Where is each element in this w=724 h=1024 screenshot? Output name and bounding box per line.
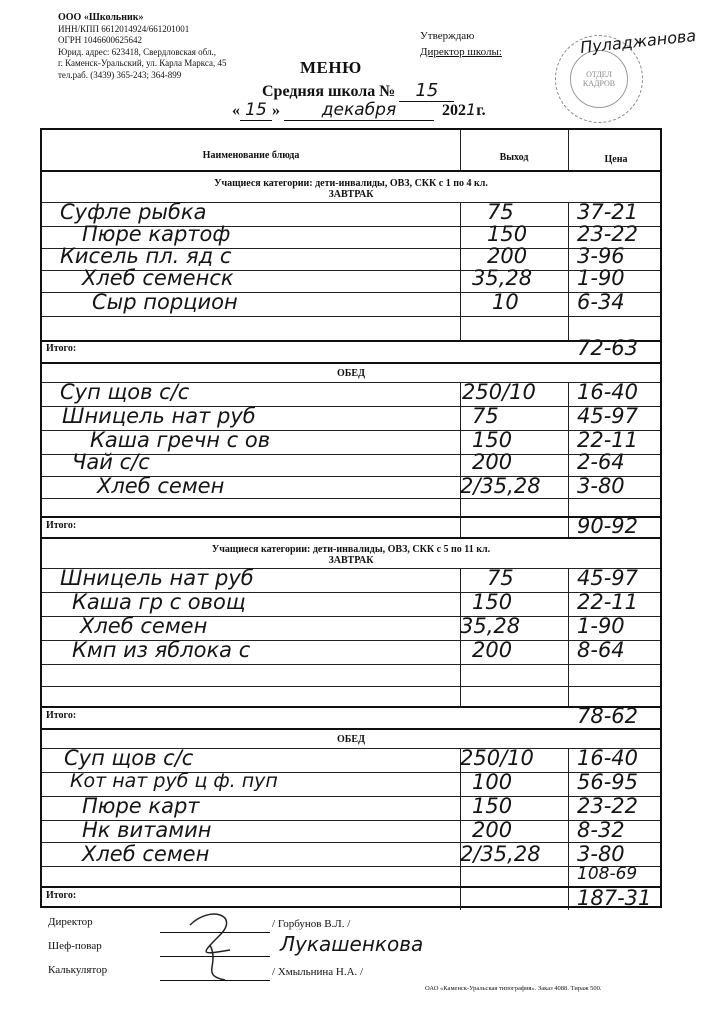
school-line	[262, 80, 454, 102]
s4-row-1-price: 16-40	[577, 746, 639, 770]
col-price-header: Цена	[604, 154, 628, 165]
director-signature: Пуладжанова	[579, 25, 697, 58]
s4-row-4-price: 8-32	[577, 818, 625, 842]
approval-block	[420, 28, 502, 60]
s2-row-5-output: 2/35,28	[460, 474, 541, 498]
section-3-total: 78-62	[577, 704, 639, 728]
page-title: МЕНЮ	[300, 58, 362, 77]
section-1-category: Учащиеся категории: дети-инвалиды, ОВЗ, СКК с 1 по 4 кл.	[214, 178, 488, 189]
s3-row-2-price: 22-11	[577, 590, 639, 614]
section-2-total-label: Итого:	[46, 520, 77, 531]
s3-row-4-name: Кмп из яблока с	[72, 638, 251, 662]
s2-row-1-name: Суп щов с/с	[60, 380, 190, 404]
s2-row-1-price: 16-40	[577, 380, 639, 404]
section-1-meal: ЗАВТРАК	[328, 189, 374, 200]
s1-row-3-price: 3-96	[577, 244, 625, 268]
section-3-meal: ЗАВТРАК	[328, 555, 374, 566]
s2-row-5-name: Хлеб семен	[97, 474, 225, 498]
section-3-category: Учащиеся категории: дети-инвалиды, ОВЗ, СКК с 5 по 11 кл.	[211, 544, 491, 555]
section-4-meal: ОБЕД	[337, 734, 365, 745]
s4-row-5-price: 3-80	[577, 842, 625, 866]
s3-row-2-output: 150	[472, 590, 513, 614]
s2-row-4-output: 200	[472, 450, 513, 474]
s4-row-2-name: Кот нат руб ц ф. пуп	[70, 770, 278, 792]
chef-signature-line	[160, 956, 270, 957]
footer-director-name: / Горбунов В.Л. /	[272, 918, 351, 930]
s1-row-2-price: 23-22	[577, 222, 639, 246]
calc-name: Хмыльнина Н.А.	[277, 966, 358, 978]
s3-row-3-name: Хлеб семен	[80, 614, 208, 638]
s1-row-1-output: 75	[487, 200, 514, 224]
menu-table	[40, 128, 662, 908]
director-school-label: Директор школы:	[420, 46, 502, 58]
s3-row-3-price: 1-90	[577, 614, 625, 638]
s1-row-3-name: Кисель пл. яд с	[60, 244, 232, 268]
s3-row-1-name: Шницель нат руб	[60, 566, 254, 590]
s1-row-3-output: 200	[487, 244, 528, 268]
s3-row-2-name: Каша гр с овощ	[72, 590, 246, 614]
footer-chef-label: Шеф-повар	[48, 940, 102, 952]
s4-row-1-output: 250/10	[460, 746, 534, 770]
s2-row-2-name: Шницель нат руб	[62, 404, 256, 428]
organization-address-2: г. Каменск-Уральский, ул. Карла Маркса, 45	[58, 58, 227, 68]
date-year-prefix: 202	[442, 102, 466, 119]
footer-calc-name: / Хмыльнина Н.А. /	[272, 966, 364, 978]
section-3-total-label: Итого:	[46, 710, 77, 721]
s2-row-3-name: Каша гречн с ов	[90, 428, 271, 452]
s3-row-4-price: 8-64	[577, 638, 625, 662]
section-4-subtotal: 108-69	[577, 864, 638, 884]
s2-row-4-price: 2-64	[577, 450, 625, 474]
s1-row-2-output: 150	[487, 222, 528, 246]
organization-inn: ИНН/КПП 6612014924/661201001	[58, 23, 190, 34]
s4-row-2-output: 100	[472, 770, 513, 794]
approved-label: Утверждаю	[420, 30, 475, 42]
s2-row-4-name: Чай с/с	[72, 450, 150, 474]
calc-signature-line	[160, 980, 270, 981]
date-month: декабря	[284, 100, 434, 121]
s2-row-2-price: 45-97	[577, 404, 639, 428]
school-number: 15	[399, 80, 454, 102]
s3-row-3-output: 35,28	[460, 614, 521, 638]
s4-row-3-output: 150	[472, 794, 513, 818]
s2-row-3-output: 150	[472, 428, 513, 452]
school-label: Средняя школа №	[262, 83, 396, 100]
s2-row-5-price: 3-80	[577, 474, 625, 498]
s4-row-4-name: Нк витамин	[82, 818, 212, 842]
s3-row-4-output: 200	[472, 638, 513, 662]
s1-row-5-price: 6-34	[577, 290, 625, 314]
footer-director-label: Директор	[48, 916, 93, 928]
s1-row-4-name: Хлеб семенск	[82, 266, 234, 290]
s1-row-4-output: 35,28	[472, 266, 533, 290]
s2-row-1-output: 250/10	[462, 380, 536, 404]
signature-scribble	[180, 895, 270, 985]
s3-row-1-price: 45-97	[577, 566, 639, 590]
s3-row-1-output: 75	[487, 566, 514, 590]
organization-phone: тел.раб. (3439) 365-243; 364-899	[58, 69, 182, 80]
section-2-meal: ОБЕД	[337, 368, 365, 379]
s1-row-1-price: 37-21	[577, 200, 639, 224]
organization-ogrn: ОГРН 1046600625642	[58, 35, 142, 45]
stamp-inner-ring	[570, 50, 628, 108]
col-output-header: Выход	[499, 152, 529, 163]
s4-row-4-output: 200	[472, 818, 513, 842]
section-1-total: 72-63	[577, 336, 639, 360]
col-name-header: Наименование блюда	[202, 150, 300, 161]
date-year-suffix: 1	[466, 100, 477, 119]
printing-info: ОАО «Каменск-Уральская типография». Заказ 4088. Тираж 500.	[425, 985, 602, 992]
s1-row-2-name: Пюре картоф	[82, 222, 231, 246]
s1-row-5-output: 10	[492, 290, 519, 314]
s1-row-1-name: Суфле рыбка	[60, 200, 207, 224]
section-4-total-label: Итого:	[46, 890, 77, 901]
s1-row-5-name: Сыр порцион	[92, 290, 238, 314]
s4-row-3-name: Пюре карт	[82, 794, 200, 818]
section-1-total-label: Итого:	[46, 343, 77, 354]
organization-block	[58, 12, 227, 81]
footer-calc-label: Калькулятор	[48, 964, 108, 976]
section-4-total: 187-31	[577, 886, 652, 910]
s4-row-5-name: Хлеб семен	[82, 842, 210, 866]
section-2-total: 90-92	[577, 514, 639, 538]
date-day: 15	[240, 100, 272, 121]
s4-row-5-output: 2/35,28	[460, 842, 541, 866]
director-name: Горбунов В.Л.	[277, 918, 345, 930]
stamp-text: ОТДЕЛ КАДРОВ	[582, 70, 616, 88]
date-line: « 15 » декабря 2021г.	[232, 100, 486, 120]
footer-chef-name: Лукашенкова	[280, 932, 424, 956]
date-year-end: г.	[476, 102, 486, 119]
organization-name: ООО «Школьник»	[58, 12, 144, 23]
s2-row-2-output: 75	[472, 404, 499, 428]
s4-row-3-price: 23-22	[577, 794, 639, 818]
organization-address-1: Юрид. адрес: 623418, Свердловская обл.,	[58, 46, 216, 57]
s4-row-1-name: Суп щов с/с	[64, 746, 194, 770]
s4-row-2-price: 56-95	[577, 770, 639, 794]
s2-row-3-price: 22-11	[577, 428, 639, 452]
s1-row-4-price: 1-90	[577, 266, 625, 290]
